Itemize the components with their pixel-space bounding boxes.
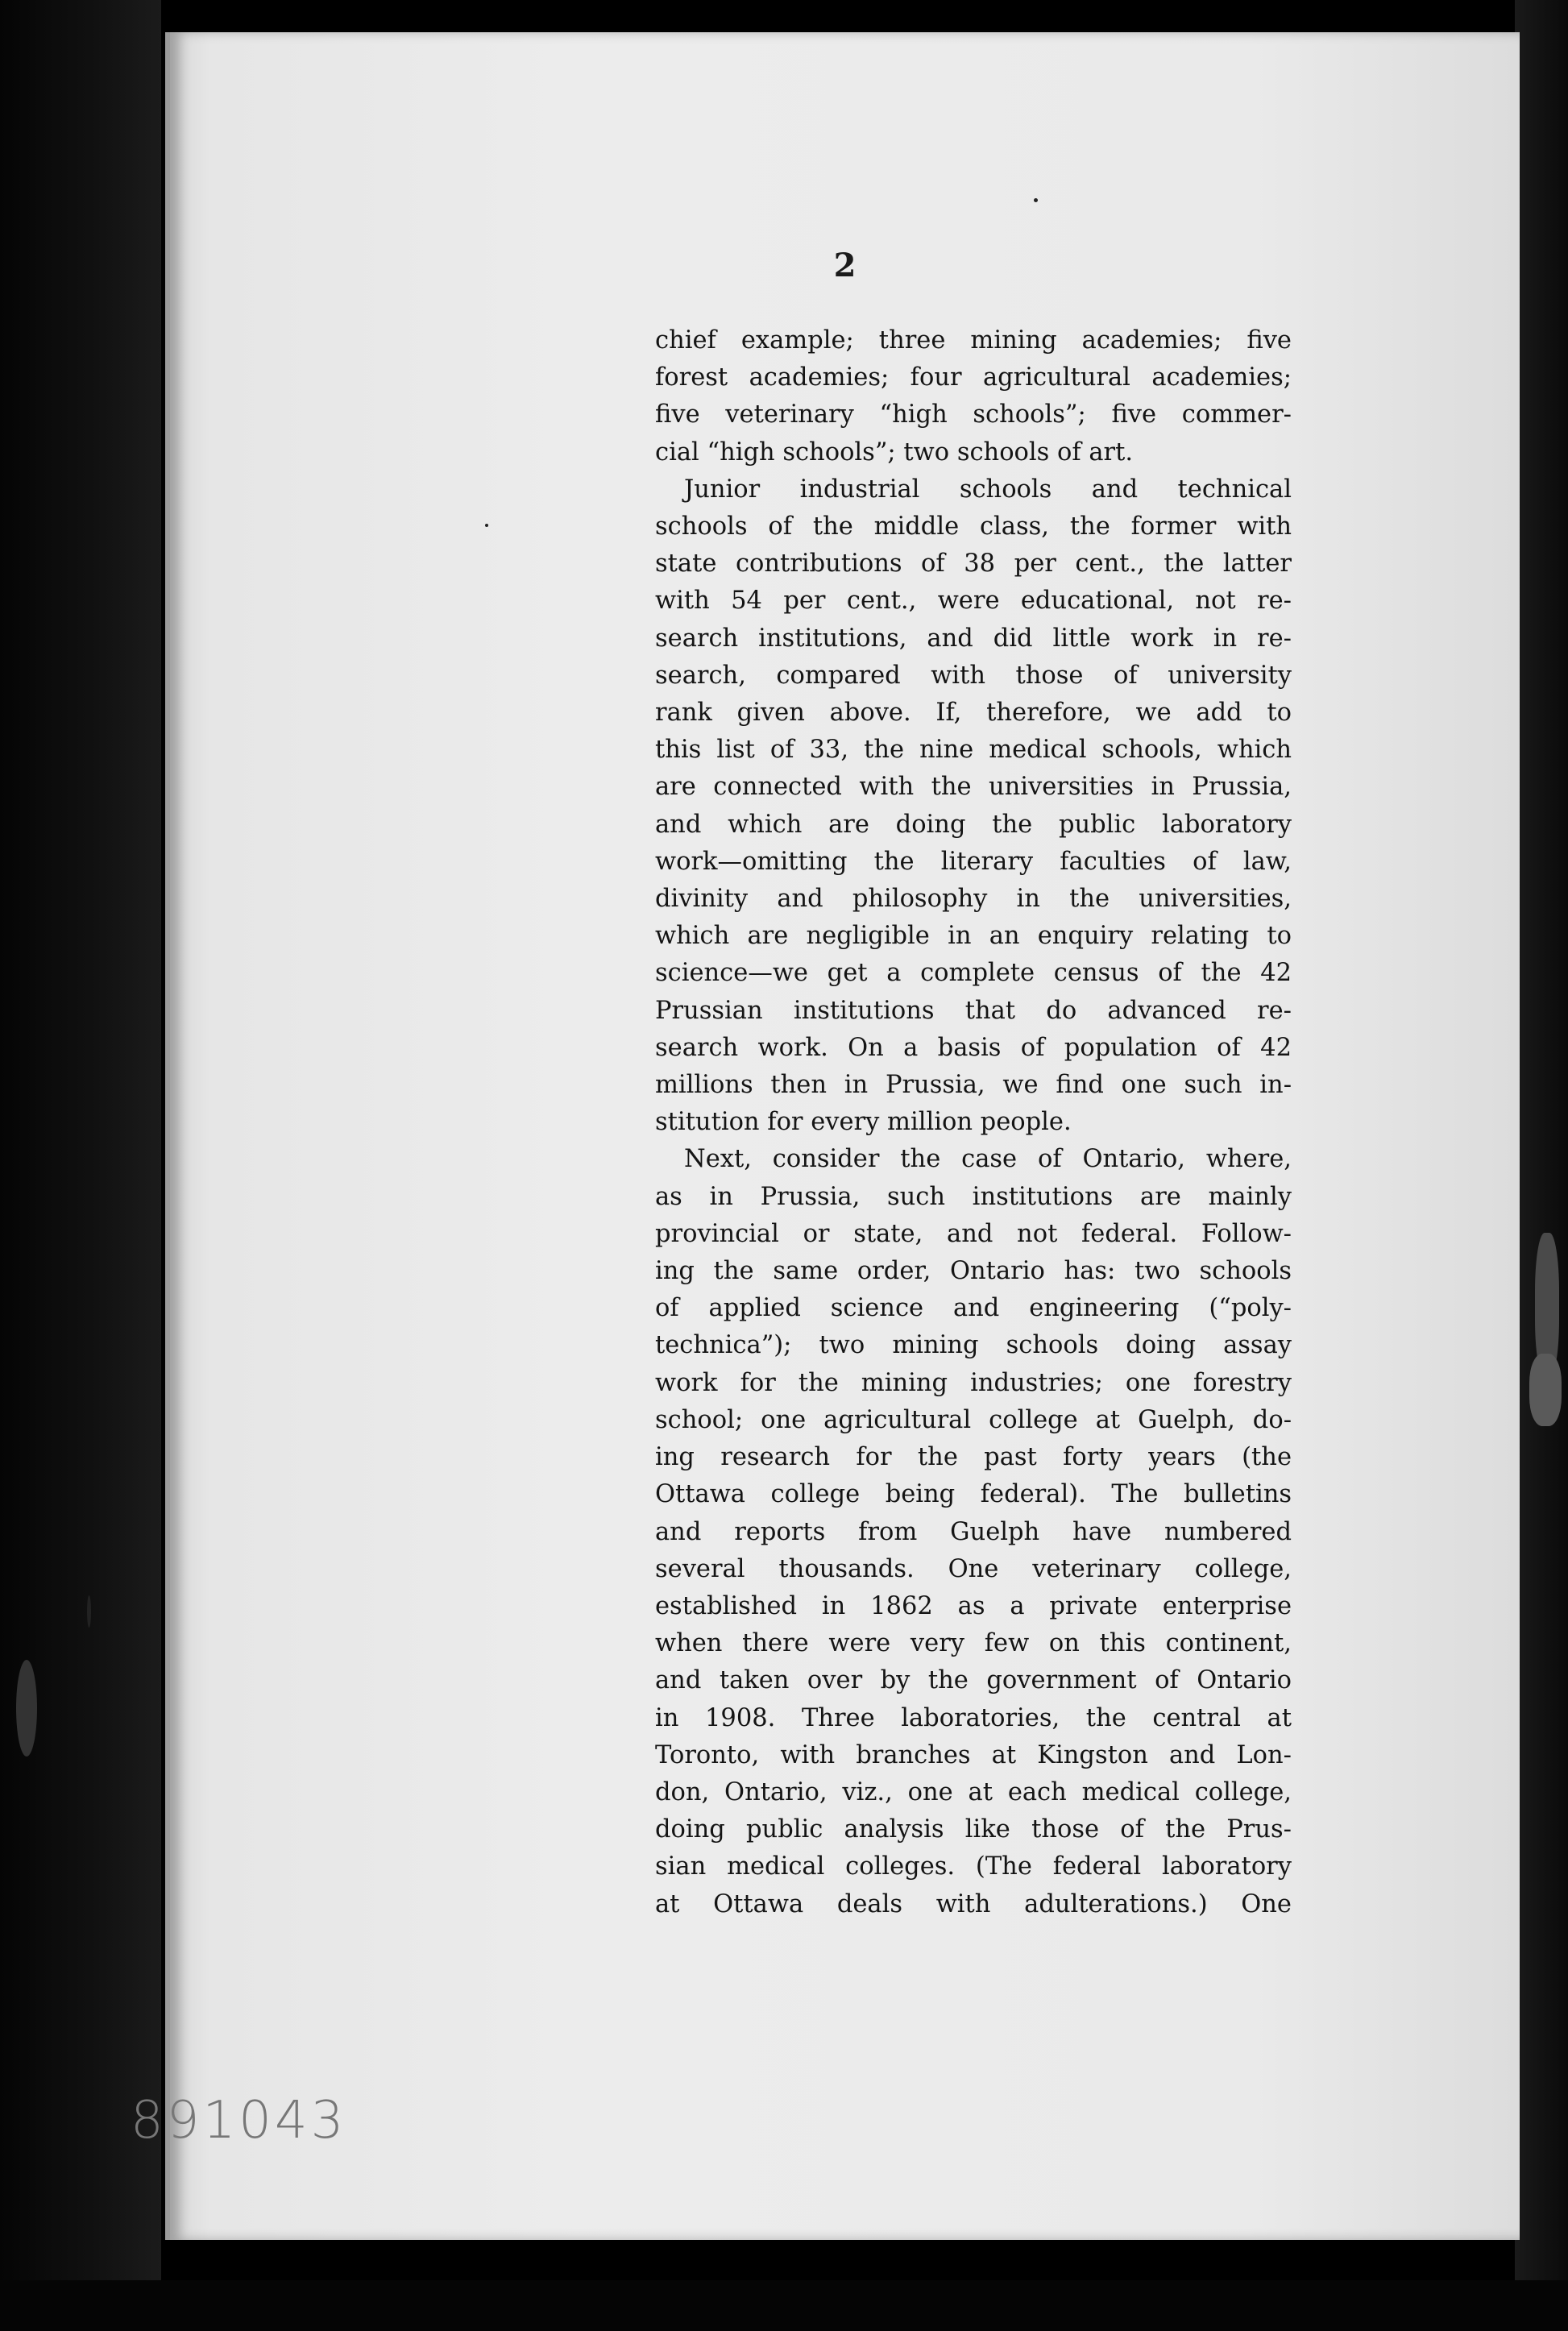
- text-line: doing public analysis like those of the Prus-: [655, 1815, 1292, 1844]
- text-line: when there were very few on this continent,: [655, 1629, 1292, 1658]
- text-line: in 1908. Three laboratories, the central at: [655, 1703, 1292, 1732]
- text-line: and which are doing the public laboratory: [655, 810, 1292, 839]
- text-line: several thousands. One veterinary college,: [655, 1554, 1292, 1583]
- text-line: provincial or state, and not federal. Follow-: [655, 1219, 1292, 1248]
- text-line: five veterinary “high schools”; five commer-: [655, 400, 1292, 429]
- text-line: are connected with the universities in Prussia,: [655, 773, 1292, 802]
- text-line: work for the mining industries; one forestry: [655, 1368, 1292, 1397]
- text-line: schools of the middle class, the former with: [655, 512, 1292, 541]
- text-line: and reports from Guelph have numbered: [655, 1517, 1292, 1546]
- text-line: science—we get a complete census of the 42: [655, 959, 1292, 988]
- text-line: search, compared with those of university: [655, 661, 1292, 690]
- scan-speck: [16, 1660, 37, 1757]
- text-line: search work. On a basis of population of 42: [655, 1033, 1292, 1062]
- page-number: 2: [833, 247, 857, 284]
- text-line: cial “high schools”; two schools of art.: [655, 438, 1134, 467]
- text-line: and taken over by the government of Ontario: [655, 1666, 1292, 1695]
- text-line: with 54 per cent., were educational, not re-: [655, 587, 1292, 616]
- text-line: ing the same order, Ontario has: two schools: [655, 1257, 1292, 1286]
- text-line: Ottawa college being federal). The bulletins: [655, 1480, 1292, 1509]
- film-border-right: [1515, 0, 1568, 2331]
- text-line: chief example; three mining academies; five: [655, 326, 1292, 355]
- text-line: state contributions of 38 per cent., the latter: [655, 550, 1292, 579]
- text-line: as in Prussia, such institutions are mainly: [655, 1182, 1292, 1211]
- text-line: this list of 33, the nine medical schools, which: [655, 736, 1292, 765]
- text-line: ing research for the past forty years (the: [655, 1443, 1292, 1472]
- text-line: Toronto, with branches at Kingston and Lon-: [655, 1740, 1292, 1769]
- scan-speck: [485, 524, 488, 527]
- text-line: at Ottawa deals with adulterations.) One: [655, 1889, 1292, 1918]
- text-line: school; one agricultural college at Guelph, do-: [655, 1405, 1292, 1434]
- paragraph-start-line: Junior industrial schools and technical: [684, 475, 1292, 504]
- text-line: established in 1862 as a private enterprise: [655, 1591, 1292, 1620]
- text-line: don, Ontario, viz., one at each medical college,: [655, 1777, 1292, 1806]
- text-line: of applied science and engineering (“poly-: [655, 1294, 1292, 1323]
- text-line: divinity and philosophy in the universities,: [655, 885, 1292, 914]
- text-line: technica”); two mining schools doing assay: [655, 1331, 1292, 1360]
- text-line: rank given above. If, therefore, we add to: [655, 699, 1292, 728]
- document-page: [165, 32, 1520, 2240]
- text-line: forest academies; four agricultural academies;: [655, 363, 1292, 392]
- text-line: which are negligible in an enquiry relating to: [655, 922, 1292, 951]
- body-text: [655, 322, 1292, 1923]
- scan-speck: [1034, 198, 1038, 202]
- film-border-bottom: [0, 2280, 1568, 2331]
- text-line: Prussian institutions that do advanced re-: [655, 996, 1292, 1025]
- text-line: stitution for every million people.: [655, 1108, 1072, 1137]
- paragraph-start-line: Next, consider the case of Ontario, where,: [684, 1145, 1292, 1174]
- accession-number: 891043: [131, 2091, 347, 2151]
- text-line: sian medical colleges. (The federal laboratory: [655, 1852, 1292, 1881]
- text-line: millions then in Prussia, we find one such in-: [655, 1071, 1292, 1100]
- film-border-left: [0, 0, 161, 2331]
- text-line: work—omitting the literary faculties of law,: [655, 847, 1292, 876]
- text-line: search institutions, and did little work in re-: [655, 624, 1292, 653]
- scan-speck: [1529, 1354, 1562, 1426]
- scan-speck: [87, 1595, 91, 1628]
